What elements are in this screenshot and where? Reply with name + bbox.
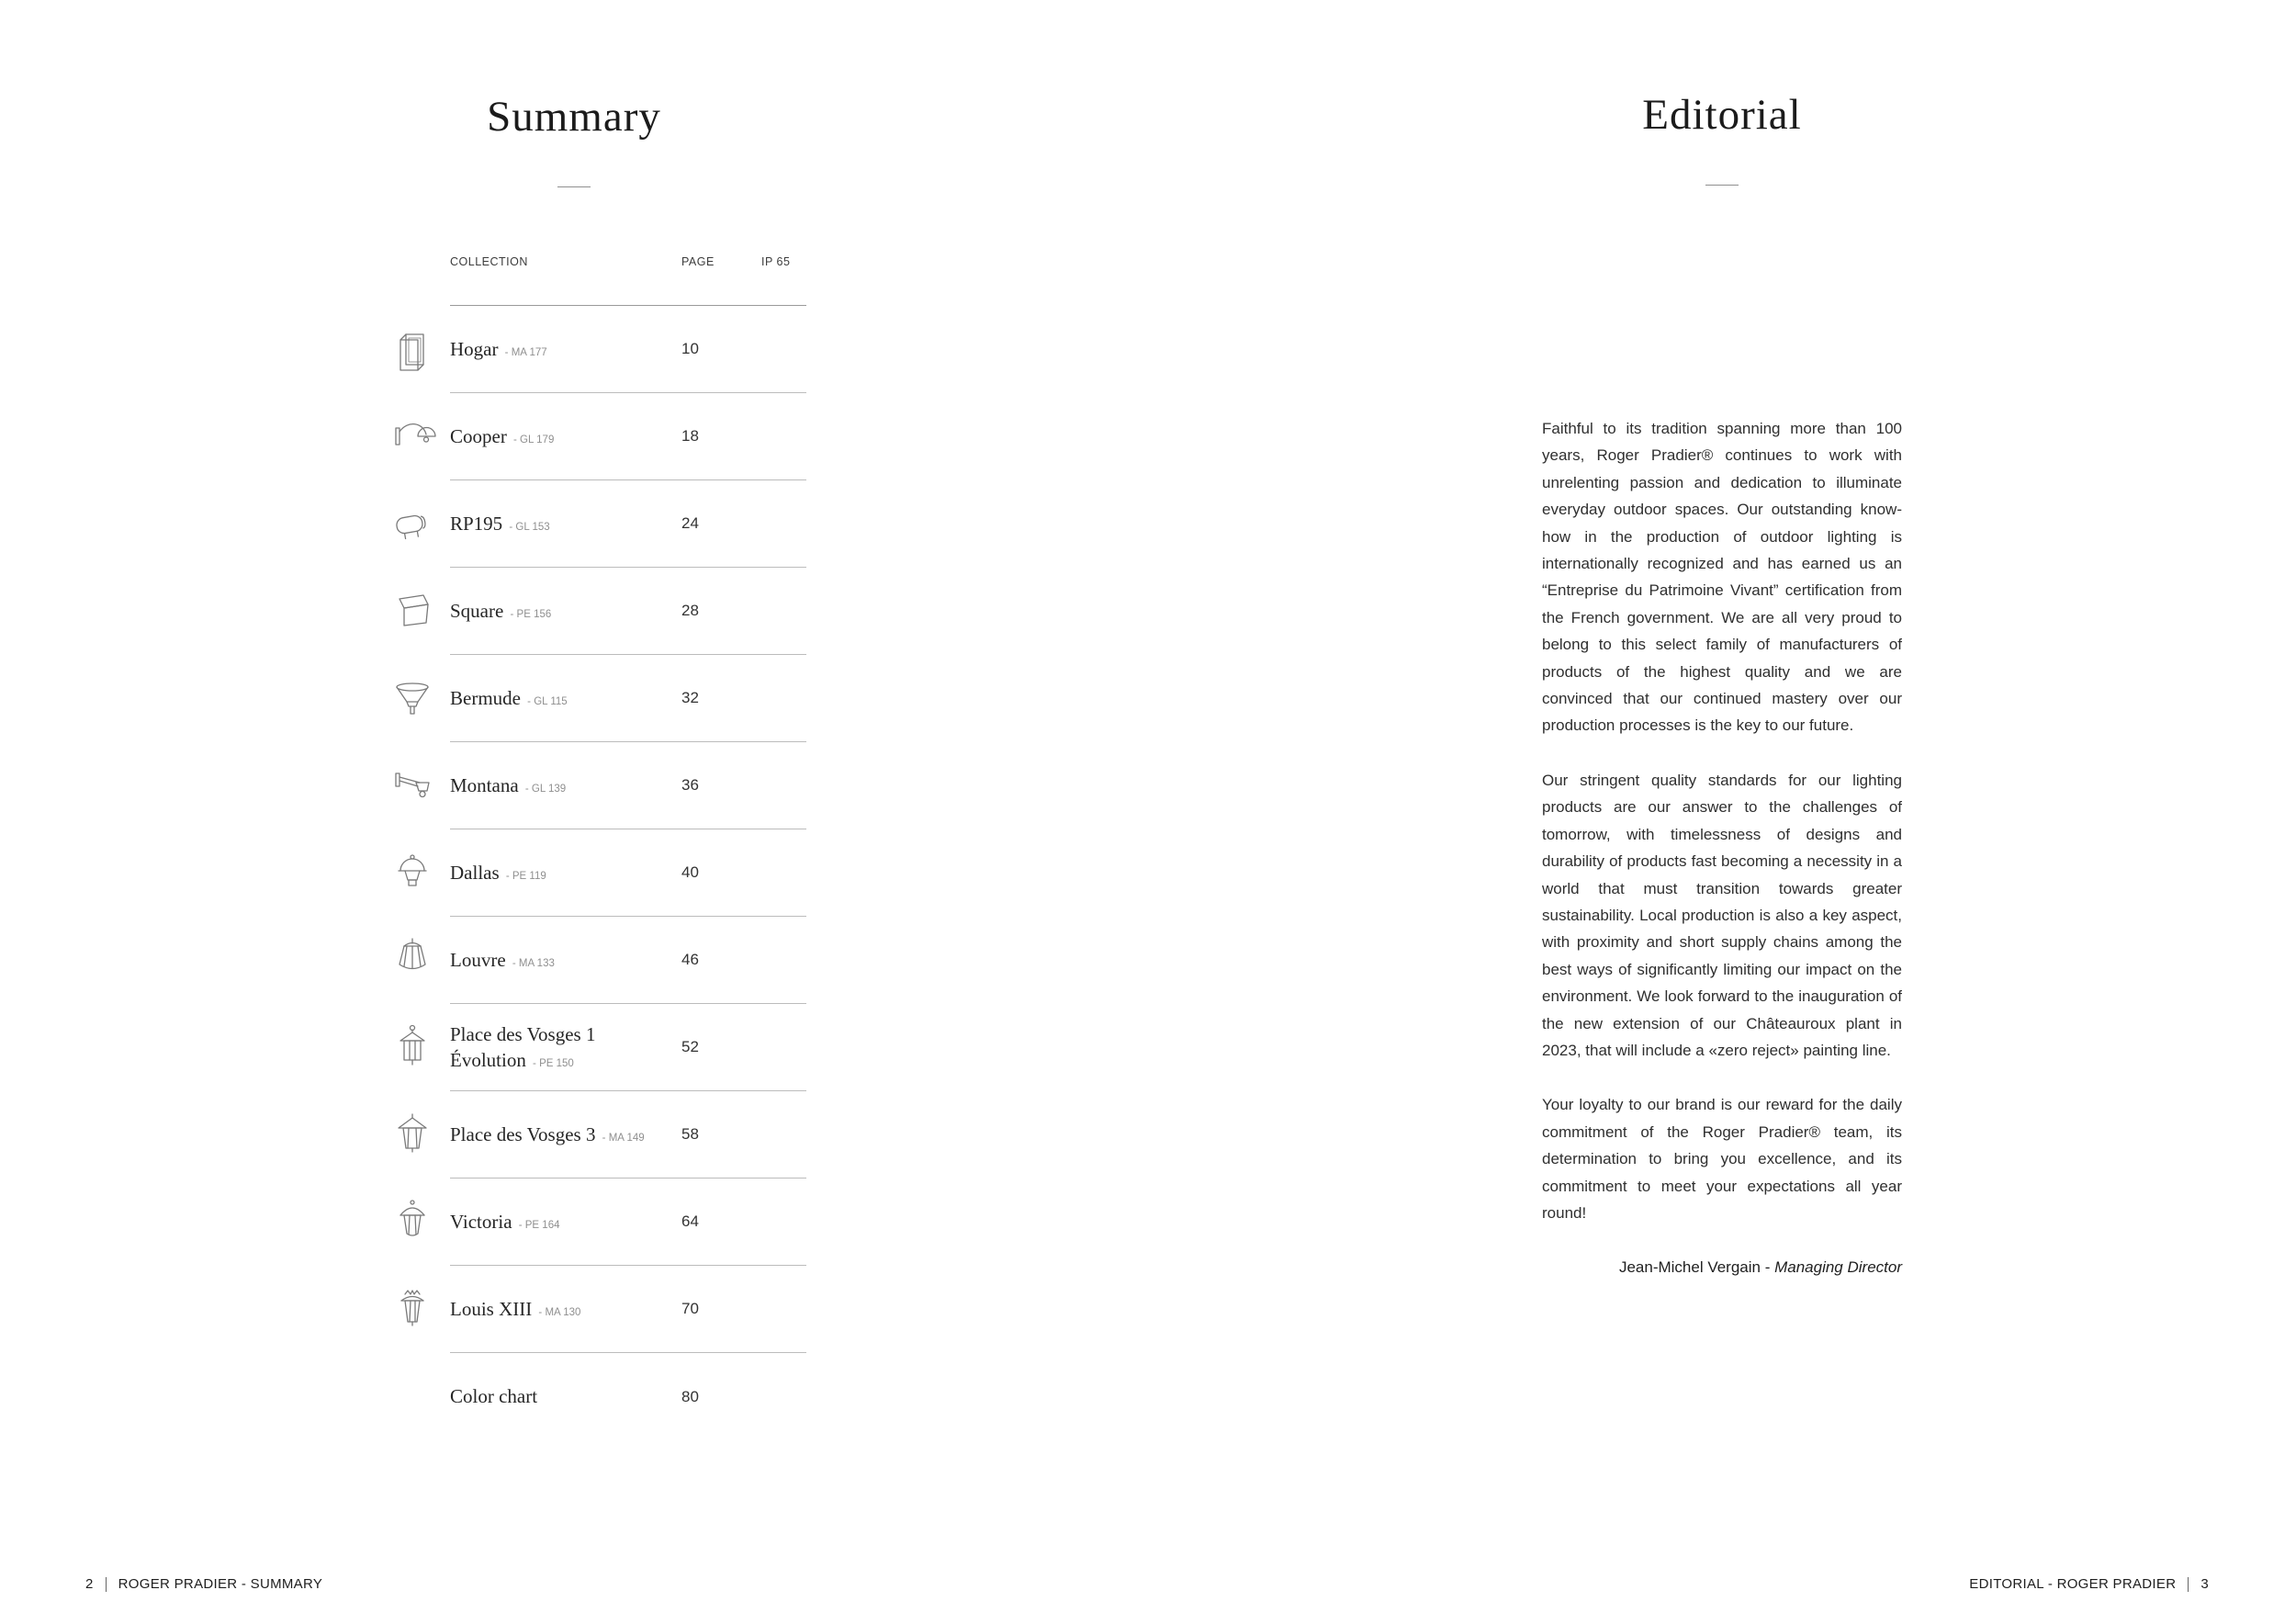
collection-ref: - MA 130 [535,1306,581,1318]
editorial-paragraph: Faithful to its tradition spanning more than 100 years, Roger Pradier® continues to work with unrelenting passion and dedication to illuminate everyday outdoor spaces. Our outstanding know-how in the production of outdoor lighting is internationally recognized and has earned us an “Entreprise du Patrimoine Vivant” certification from the French government. We are all very proud to belong to this select family of manufacturers of products of the highest quality and we are convinced that our continued mastery over our production processes is the key to our future. [1542,420,1902,735]
footer-left-text: ROGER PRADIER - SUMMARY [118,1576,323,1592]
collection-ref: - PE 150 [529,1058,574,1069]
collection-ref: - GL 139 [522,783,567,795]
table-row [375,655,806,742]
signature-name: Jean-Michel Vergain - [1618,1258,1775,1277]
table-row [375,1266,806,1353]
table-row [375,1091,806,1179]
summary-title-rule [557,186,591,187]
lantern-curved-icon [375,1179,450,1266]
collection-name: Square [450,599,504,622]
summary-page-title: Summary [487,93,661,141]
post-dome-icon [375,829,450,917]
table-row [375,393,806,480]
collection-ref: - PE 156 [507,608,552,620]
footer-right-page-number: 3 [2200,1576,2209,1592]
editorial-title-rule [1705,185,1739,186]
collection-page: 10 [681,340,699,357]
editorial-column [1542,415,1902,1281]
summary-table [375,248,806,1440]
footer-right-divider [2188,1577,2189,1592]
footer-left-page-number: 2 [85,1576,94,1592]
collection-page: 58 [681,1125,699,1143]
editorial-page-title: Editorial [1642,91,1802,139]
table-row [375,568,806,655]
footer-left [85,1576,322,1592]
editorial-signature [1542,1254,1902,1280]
collection-ref: - PE 119 [502,870,546,882]
summary-table-header [375,248,806,306]
wall-square-icon [375,568,450,655]
table-row [375,917,806,1004]
summary-table-rows [375,306,806,1440]
lantern-hex-icon [375,1091,450,1179]
collection-name: Montana [450,773,519,796]
collection-page: 32 [681,689,699,706]
editorial-paragraph: Your loyalty to our brand is our reward for the daily commitment of the Roger Pradier® team, its determination to bring you excellence, and its commitment to meet your expectations all year round! [1542,1096,1902,1222]
collection-name: Place des Vosges 1 Évolution [450,1022,596,1071]
table-row [375,480,806,568]
wall-arm-icon [375,742,450,829]
row-icon [375,1353,450,1440]
projector-icon [375,480,450,568]
collection-ref: - GL 115 [523,695,568,707]
collection-page: 52 [681,1038,699,1055]
collection-name: Victoria [450,1210,512,1233]
footer-right [1969,1576,2209,1592]
footer-left-divider [106,1577,107,1592]
collection-name: Louvre [450,948,506,971]
collection-name: RP195 [450,512,503,535]
table-row [375,742,806,829]
collection-page: 24 [681,514,699,532]
editorial-paragraphs [1542,415,1902,1226]
collection-ref: - MA 149 [599,1132,645,1144]
header-page: PAGE [681,255,715,268]
table-row [375,306,806,393]
header-icon-spacer [375,248,450,306]
wall-box-icon [375,306,450,393]
collection-name: Cooper [450,424,507,447]
collection-name: Dallas [450,861,500,884]
wall-dome-icon [375,393,450,480]
collection-name: Louis XIII [450,1297,533,1320]
lantern-ornate-icon [375,917,450,1004]
collection-name: Bermude [450,686,521,709]
collection-page: 46 [681,951,699,968]
collection-ref: - GL 153 [506,521,550,533]
collection-page: 40 [681,863,699,881]
lantern-crown-icon [375,1266,450,1353]
collection-name: Hogar [450,337,499,360]
collection-page: 36 [681,776,699,794]
collection-ref: - MA 133 [509,957,555,969]
collection-page: 64 [681,1212,699,1230]
collection-page: 18 [681,427,699,445]
collection-ref: - MA 177 [501,346,547,358]
collection-name: Place des Vosges 3 [450,1122,596,1145]
collection-page: 70 [681,1300,699,1317]
collection-ref: - PE 164 [515,1219,560,1231]
table-row [375,829,806,917]
header-ip65: IP 65 [761,255,791,268]
table-row [375,1004,806,1091]
table-row [375,1353,806,1440]
collection-page: 80 [681,1387,699,1405]
table-row [375,1179,806,1266]
signature-role: Managing Director [1774,1258,1902,1277]
footer-right-text: EDITORIAL - ROGER PRADIER [1969,1576,2177,1592]
collection-page: 28 [681,602,699,619]
post-flare-icon [375,655,450,742]
lantern-peak-icon [375,1004,450,1091]
collection-ref: - GL 179 [510,434,555,445]
collection-name: Color chart [450,1385,538,1408]
header-collection: COLLECTION [450,255,528,268]
editorial-paragraph: Our stringent quality standards for our lighting products are our answer to the challenges of tomorrow, with timelessness of designs and durability of products fast becoming a necessity in a world that must transition towards greater sustainability. Local production is also a key aspect, with proximity and short supply chains among the best ways of significantly limiting our impact on the environment. We look forward to the inauguration of the new extension of our Châteauroux plant in 2023, that will include a «zero reject» painting line. [1542,771,1902,1059]
